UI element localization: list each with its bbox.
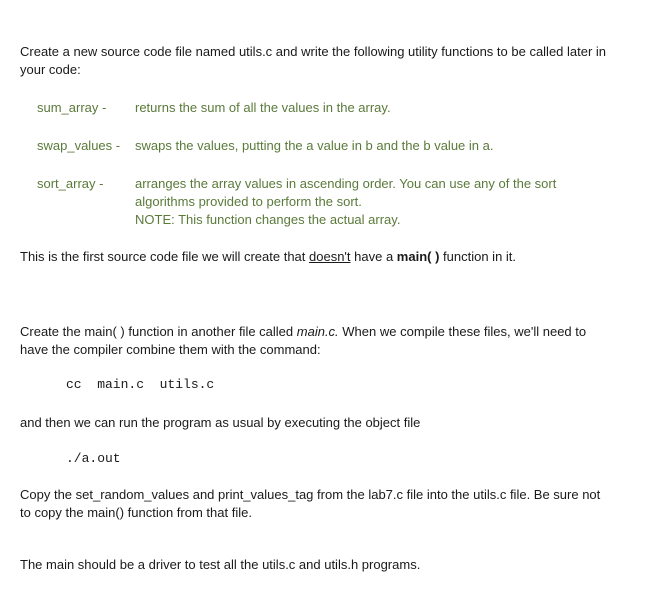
copy-paragraph: Copy the set_random_values and print_values_tag from the lab7.c file into the utils.c file. Be sure not to copy the main() function from that file. (20, 487, 601, 520)
bold-main: main( ) (396, 249, 440, 264)
function-desc-swap-values: swaps the values, putting the a value in b and the b value in a. (135, 138, 494, 153)
function-desc-sum-array: returns the sum of all the values in the array. (135, 100, 391, 115)
run-paragraph: and then we can run the program as usual by executing the object file (20, 415, 421, 430)
main-file-paragraph: Create the main( ) function in another file called main.c. When we compile these files, we'll need to have the compiler combine them with the command: (20, 324, 587, 357)
function-desc-sort-array-line1: arranges the array values in ascending order. You can use any of the sort (135, 176, 557, 191)
compile-command: cc main.c utils.c (66, 377, 215, 392)
driver-paragraph: The main should be a driver to test all the utils.c and utils.h programs. (20, 557, 421, 572)
function-name-swap-values: swap_values - (37, 138, 121, 153)
italic-main-c: main.c. (296, 324, 339, 339)
underlined-doesnt: doesn't (309, 249, 351, 264)
function-name-sort-array: sort_array - (37, 176, 104, 191)
function-desc-sort-array-note: NOTE: This function changes the actual array. (135, 212, 401, 227)
first-file-paragraph: This is the first source code file we will create that doesn't have a main( ) function in it. (20, 249, 517, 264)
run-command: ./a.out (66, 451, 121, 466)
function-desc-sort-array-line2: algorithms provided to perform the sort. (135, 194, 362, 209)
intro-paragraph: Create a new source code file named utils.c and write the following utility functions to be called later in your code: (20, 44, 607, 77)
function-name-sum-array: sum_array - (37, 100, 107, 115)
